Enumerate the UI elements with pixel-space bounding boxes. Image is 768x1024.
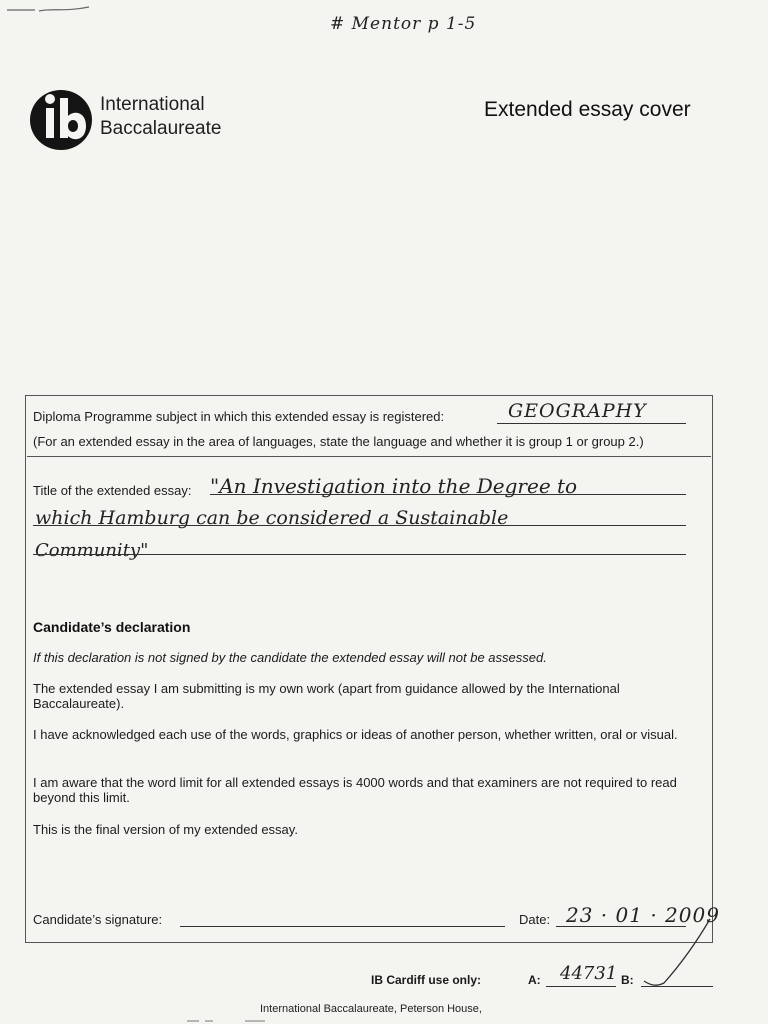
subject-value: GEOGRAPHY [508,400,647,422]
date-value: 23 · 01 · 2009 [566,903,720,927]
office-a-value: 44731 [560,963,618,984]
office-use-label: IB Cardiff use only: [371,973,482,987]
form-divider [27,456,711,457]
declaration-paragraph-4: This is the final version of my extended essay. [33,822,298,837]
office-b-label: B: [621,973,634,987]
subject-label: Diploma Programme subject in which this extended essay is registered: [33,409,445,424]
declaration-heading: Candidate’s declaration [33,619,191,635]
signature-label: Candidate’s signature: [33,912,163,927]
declaration-paragraph-1: The extended essay I am submitting is my own work (apart from guidance allowed by the International Baccalaureate). [33,681,620,711]
essay-title-label: Title of the extended essay: [33,483,192,498]
ib-wordmark-line1: International [100,94,205,115]
footer-scan-mark [185,1018,275,1024]
declaration-paragraph-3: I am aware that the word limit for all extended essays is 4000 words and that examiners are not required to read beyond this limit. [33,775,677,805]
footer-address: International Baccalaureate, Peterson House, [260,1003,482,1015]
essay-title-field-line-2 [33,525,686,526]
declaration-paragraph-2: I have acknowledged each use of the words, graphics or ideas of another person, whether written, oral or visual. [33,727,678,742]
office-a-field-line [546,986,616,987]
essay-title-line-1: "An Investigation into the Degree to [210,474,578,498]
top-scan-mark [5,4,91,14]
ib-wordmark-line2: Baccalaureate [100,118,222,139]
ib-logo-icon [30,90,92,150]
handwritten-note: # Mentor p 1-5 [330,14,477,34]
essay-title-field-line-1 [210,494,686,495]
essay-title-field-line-3 [33,554,686,555]
essay-title-line-3: Community" [35,540,149,561]
date-label: Date: [519,912,551,927]
office-b-field-line [641,986,713,987]
office-a-label: A: [528,973,541,987]
language-note: (For an extended essay in the area of languages, state the language and whether it is group 1 or group 2.) [33,434,644,449]
essay-title-line-2: which Hamburg can be considered a Sustainable [35,507,509,529]
signature-field-line [180,926,505,927]
ib-wordmark [100,93,221,141]
subject-field-line [497,423,686,424]
declaration-warning: If this declaration is not signed by the candidate the extended essay will not be assessed. [33,650,547,665]
checkmark-icon [640,915,712,990]
page-title: Extended essay cover [484,98,691,121]
